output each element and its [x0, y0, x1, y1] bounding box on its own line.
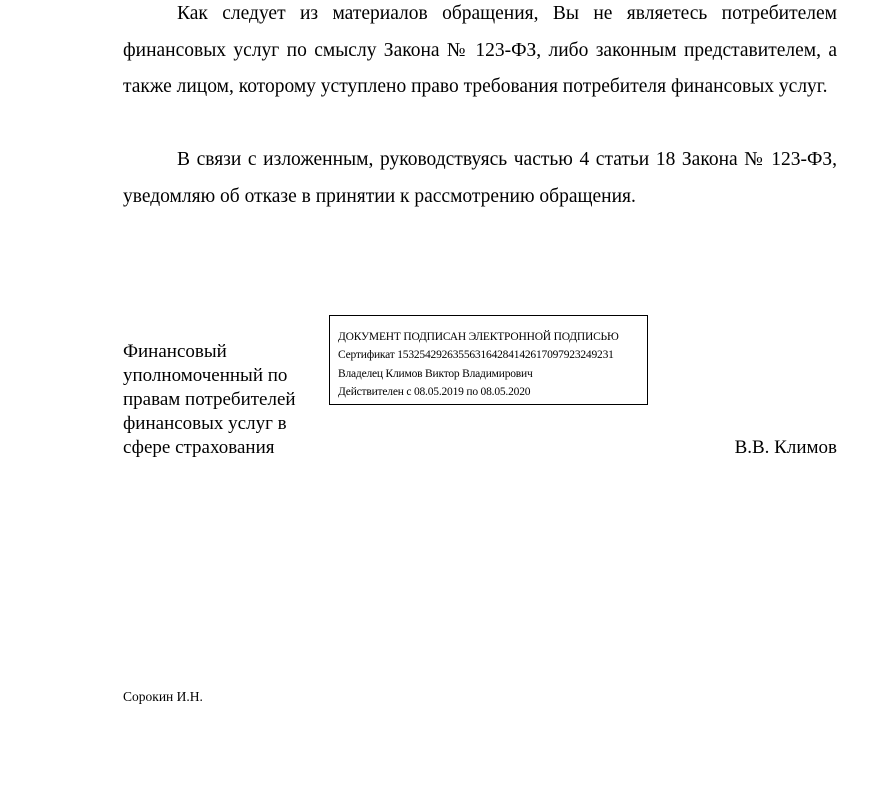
stamp-heading: ДОКУМЕНТ ПОДПИСАН ЭЛЕКТРОННОЙ ПОДПИСЬЮ: [338, 331, 619, 343]
executor-name: Сорокин И.Н.: [123, 689, 203, 704]
signer-position-title: Финансовый уполномоченный по правам потребителей финансовых услуг в сфере страхования: [123, 341, 296, 458]
body-paragraph-not-consumer: Как следует из материалов обращения, Вы не являетесь потребителем финансовых услуг по смыслу Закона № 123-ФЗ, либо законным представителем, а также лицом, которому уступлено право требования потребителя финансовых услуг.: [123, 3, 837, 97]
stamp-certificate: Сертификат 153254292635563164284142617097923249231: [338, 349, 614, 362]
stamp-owner: Владелец Климов Виктор Владимирович: [338, 367, 533, 380]
body-paragraph-refusal: В связи с изложенным, руководствуясь частью 4 статьи 18 Закона № 123-ФЗ, уведомляю об отказе в принятии к рассмотрению обращения.: [123, 149, 837, 207]
digital-signature-stamp: [329, 315, 648, 405]
signer-name: В.В. Климов: [734, 437, 837, 458]
stamp-validity: Действителен с 08.05.2019 по 08.05.2020: [338, 385, 531, 398]
